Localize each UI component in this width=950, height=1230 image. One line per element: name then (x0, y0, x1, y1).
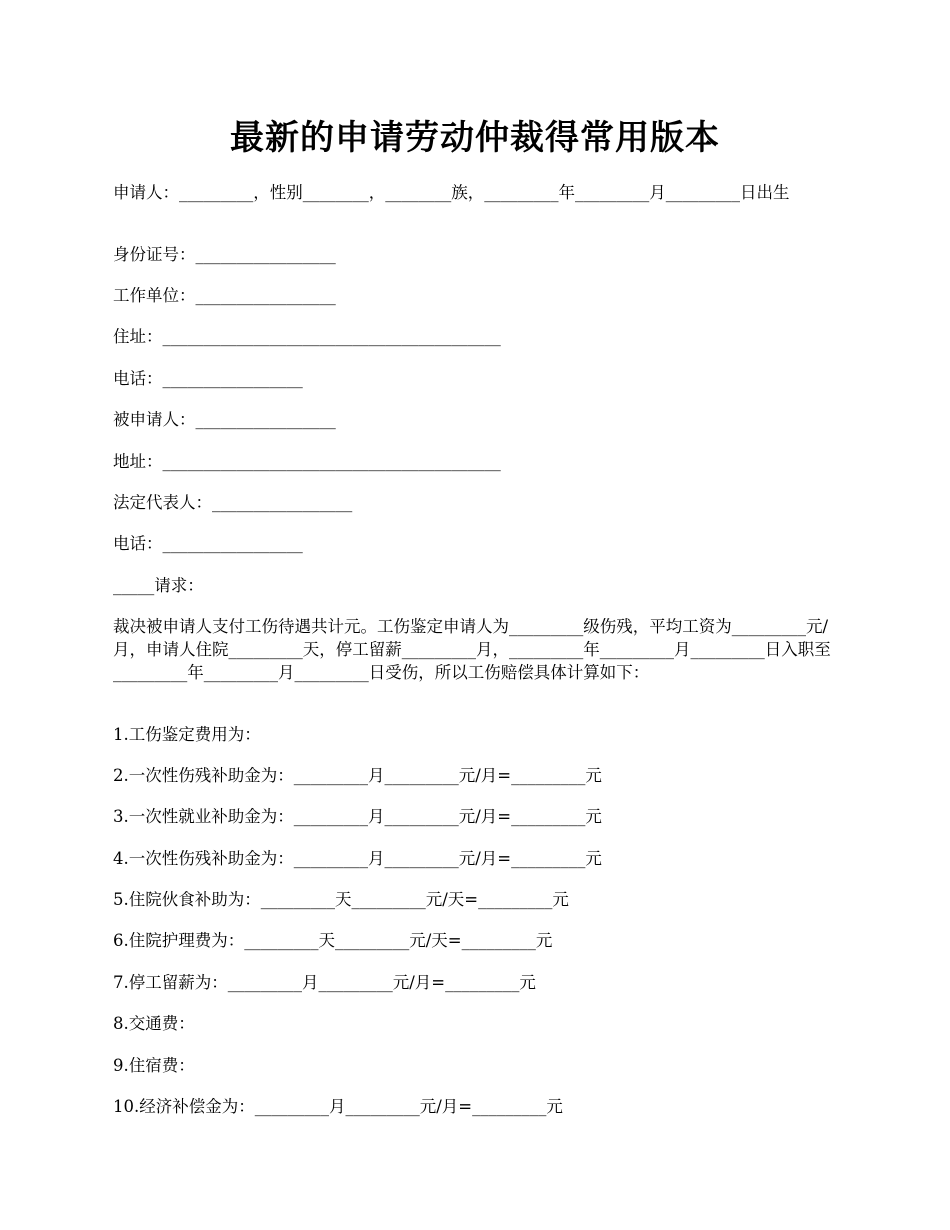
respondent-address-line: 地址：_________________________________________ (113, 452, 501, 471)
list-item: 5.住院伙食补助为：_________天_________元/天=_________元 (113, 890, 569, 909)
id-number-line: 身份证号：_________________ (113, 245, 336, 264)
list-item: 10.经济补偿金为：_________月_________元/月=_________元 (113, 1097, 563, 1116)
document-title: 最新的申请劳动仲裁得常用版本 (230, 118, 720, 158)
phone-line: 电话：_________________ (113, 369, 303, 388)
request-body-paragraph: 裁决被申请人支付工伤待遇共计元。工伤鉴定申请人为_________级伤残，平均工资为_________元/月，申请人住院_________天，停工留薪_________月，_________年_________月_________日入职至_________年_________月_________日受伤，所以工伤赔偿具体计算如下： (113, 617, 831, 682)
list-item: 7.停工留薪为：_________月_________元/月=_________元 (113, 973, 536, 992)
respondent-phone-line: 电话：_________________ (113, 534, 303, 553)
list-item: 4.一次性伤残补助金为：_________月_________元/月=_________元 (113, 849, 602, 868)
list-item: 9.住宿费： (113, 1056, 195, 1075)
work-unit-line: 工作单位：_________________ (113, 286, 336, 305)
requests-heading: _____请求： (113, 576, 204, 595)
applicant-line: 申请人：_________，性别________，________族，_________年_________月_________日出生 (113, 183, 790, 202)
address-line: 住址：_________________________________________ (113, 327, 501, 346)
list-item: 6.住院护理费为：_________天_________元/天=_________元 (113, 931, 553, 950)
list-item: 3.一次性就业补助金为：_________月_________元/月=_________元 (113, 807, 602, 826)
list-item: 2.一次性伤残补助金为：_________月_________元/月=_________元 (113, 766, 602, 785)
list-item: 8.交通费： (113, 1014, 195, 1033)
legal-rep-line: 法定代表人：_________________ (113, 493, 353, 512)
respondent-line: 被申请人：_________________ (113, 410, 336, 429)
list-item: 1.工伤鉴定费用为： (113, 725, 261, 744)
